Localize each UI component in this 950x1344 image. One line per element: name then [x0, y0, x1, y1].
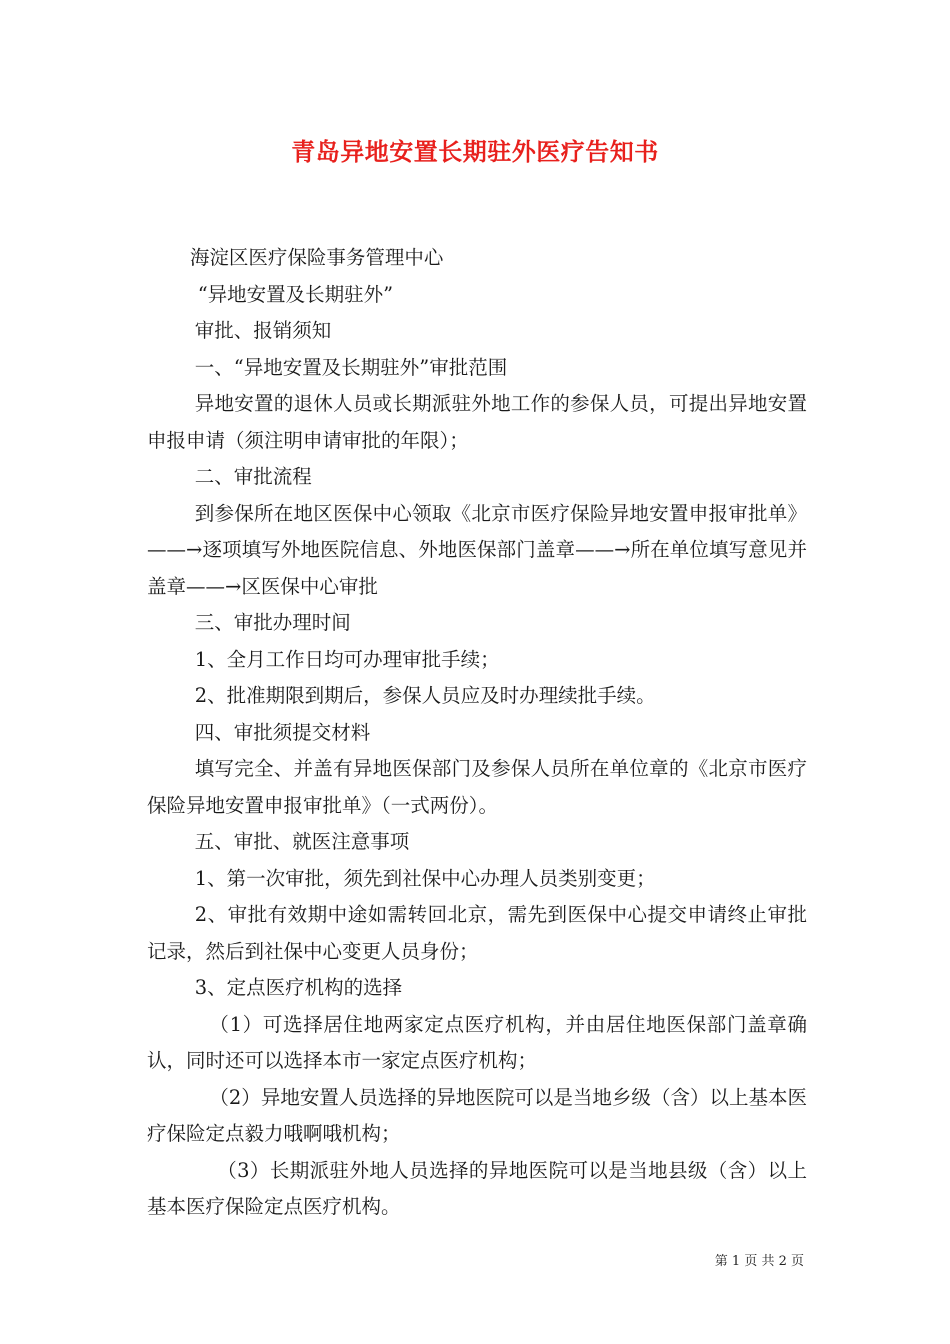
- page-number: 第 1 页 共 2 页: [714, 1254, 804, 1269]
- list-item: 1、全月工作日均可办理审批手续；: [194, 647, 500, 671]
- list-item: 2、审批有效期中途如需转回北京，需先到医保中心提交申请终止审批记录，然后到社保中心变更人员身份；: [147, 903, 807, 963]
- sub-list-item: （1）可选择居住地两家定点医疗机构，并由居住地医保部门盖章确认，同时还可以选择本市一家定点医疗机构；: [147, 1012, 807, 1072]
- document-body: [147, 240, 807, 1226]
- paragraph: 填写完全、并盖有异地医保部门及参保人员所在单位章的《北京市医疗保险异地安置申报审批单》（一式两份）。: [147, 757, 807, 817]
- section-heading-1: 一、“异地安置及长期驻外”审批范围: [194, 355, 508, 379]
- list-item: 2、批准期限到期后，参保人员应及时办理续批手续。: [194, 684, 656, 707]
- paragraph: 到参保所在地区医保中心领取《北京市医疗保险异地安置申报审批单》——→逐项填写外地医院信息、外地医保部门盖章——→所在单位填写意见并盖章——→区医保中心审批: [147, 501, 807, 598]
- paragraph-organization: 海淀区医疗保险事务管理中心: [189, 246, 444, 269]
- section-heading-2: 二、审批流程: [194, 465, 312, 488]
- paragraph-subtitle-2: 审批、报销须知: [194, 319, 332, 342]
- paragraph: 异地安置的退休人员或长期派驻外地工作的参保人员，可提出异地安置申报申请（须注明申请审批的年限）；: [147, 392, 807, 452]
- paragraph-subtitle: “异地安置及长期驻外”: [197, 282, 394, 306]
- list-item: 1、第一次审批，须先到社保中心办理人员类别变更；: [194, 866, 656, 890]
- section-heading-4: 四、审批须提交材料: [194, 720, 371, 744]
- document-title: 青岛异地安置长期驻外医疗告知书: [291, 137, 659, 166]
- section-heading-3: 三、审批办理时间: [194, 611, 351, 634]
- list-item: 3、定点医疗机构的选择: [194, 976, 403, 999]
- section-heading-5: 五、审批、就医注意事项: [194, 830, 410, 853]
- sub-list-item: （3）长期派驻外地人员选择的异地医院可以是当地县级（含）以上基本医疗保险定点医疗机构。: [147, 1158, 807, 1218]
- sub-list-item: （2）异地安置人员选择的异地医院可以是当地乡级（含）以上基本医疗保险定点毅力哦啊哦机构；: [147, 1085, 807, 1145]
